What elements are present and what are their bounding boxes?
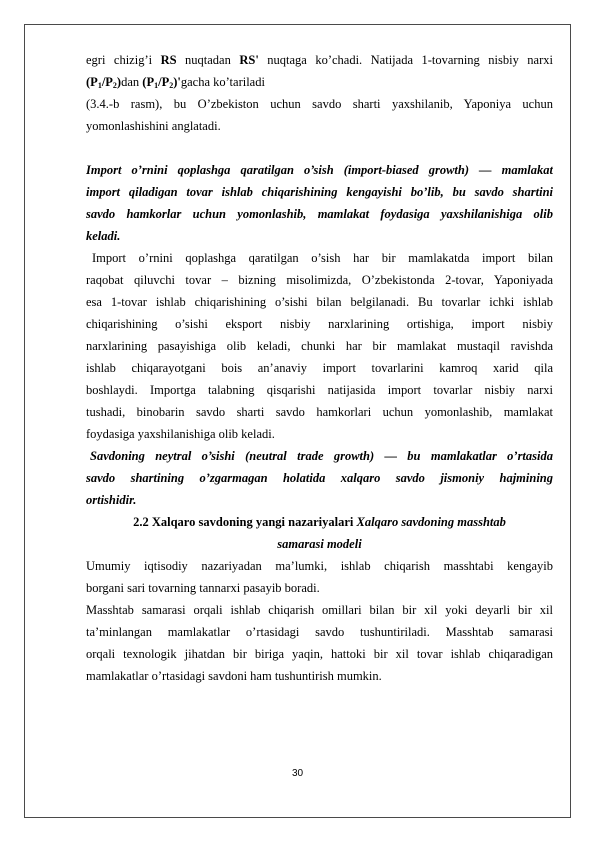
text-line: chiqarishining o’sishi eksport nisbiy narxlarining ortishiga, import nisbiy [86,317,553,331]
text-line: borgani sari tovarning tannarxi pasayib boradi. [86,581,320,595]
text-line: $(P_1/P_2)dan$ $(P_1/P_2)'gacha$ ko’tariladi [86,75,265,90]
definition-heading-line: import qiladigan tovar ishlab chiqarishining kengayishi bo’lib, bu savdo shartini [86,185,553,199]
text-line: esa 1-tovar ishlab chiqarishining o’sishi bilan belgilanadi. Bu tovarlar ichki ishlab [86,295,553,309]
text-line: (3.4.-b rasm), bu O’zbekiston uchun savdo sharti yaxshilanib, Yaponiya uchun [86,97,553,111]
text-line: boshlaydi. Importga talabning qisqarishi natijasida import tovarlar nisbiy narxi [86,383,553,397]
section-heading: 2.2 Xalqaro savdoning yangi nazariyalari Xalqaro savdoning masshtab [133,515,506,529]
text-line: Masshtab samarasi orqali ishlab chiqarish omillari bilan bir xil yoki deyarli bir xil [86,603,553,617]
text-line: yomonlashishini anglatadi. [86,119,221,133]
definition-heading-line: Import o’rnini qoplashga qaratilgan o’sish (import-biased growth) — mamlakat [86,163,553,177]
text-line: raqobat qiluvchi tovar – bizning misolimizda, O’zbekistonda 2-tovar, Yaponiyada [86,273,553,287]
page-number: 30 [291,768,304,779]
text-line: tushadi, binobarin savdo sharti savdo hamkorlari uchun yomonlashib, mamlakat [86,405,553,419]
section-heading: samarasi modeli [277,537,362,551]
definition-heading-line: savdo hamkorlar uchun yomonlashib, mamlakat foydasiga yaxshilanishiga olib [86,207,553,221]
definition-heading-line: Savdoning neytral o’sishi (neutral trade growth) — bu mamlakatlar o’rtasida [90,449,553,463]
definition-heading-line: keladi. [86,229,121,243]
text-line: ishlab chiqarayotgani bois an’anaviy import tovarlarini kamroq xarid qila [86,361,553,375]
text-line: Umumiy iqtisodiy nazariyadan ma’lumki, ishlab chiqarish masshtabi kengayib [86,559,553,573]
text-line: egri chizig’i RS nuqtadan RS' nuqtaga ko’chadi. Natijada 1-tovarning nisbiy narxi [86,53,553,67]
text-line: narxlarining pasayishiga olib keladi, chunki har bir mamlakat mustaqil ravishda [86,339,553,353]
text-line: Import o’rnini qoplashga qaratilgan o’sish har bir mamlakatda import bilan [92,251,553,265]
document-body [86,49,553,687]
definition-heading-line: ortishidir. [86,493,137,507]
text-line: mamlakatlar o’rtasidagi savdoni ham tushuntirish mumkin. [86,669,382,683]
text-line: foydasiga yaxshilanishiga olib keladi. [86,427,275,441]
text-line: ta’minlangan mamlakatlar o’rtasidagi savdo tushuntiriladi. Masshtab samarasi [86,625,553,639]
text-line: orqali texnologik jihatdan bir biriga yaqin, hattoki bir xil tovar ishlab chiqaradigan [86,647,553,661]
definition-heading-line: savdo shartining o’zgarmagan holatida xalqaro savdo jismoniy hajmining [86,471,553,485]
